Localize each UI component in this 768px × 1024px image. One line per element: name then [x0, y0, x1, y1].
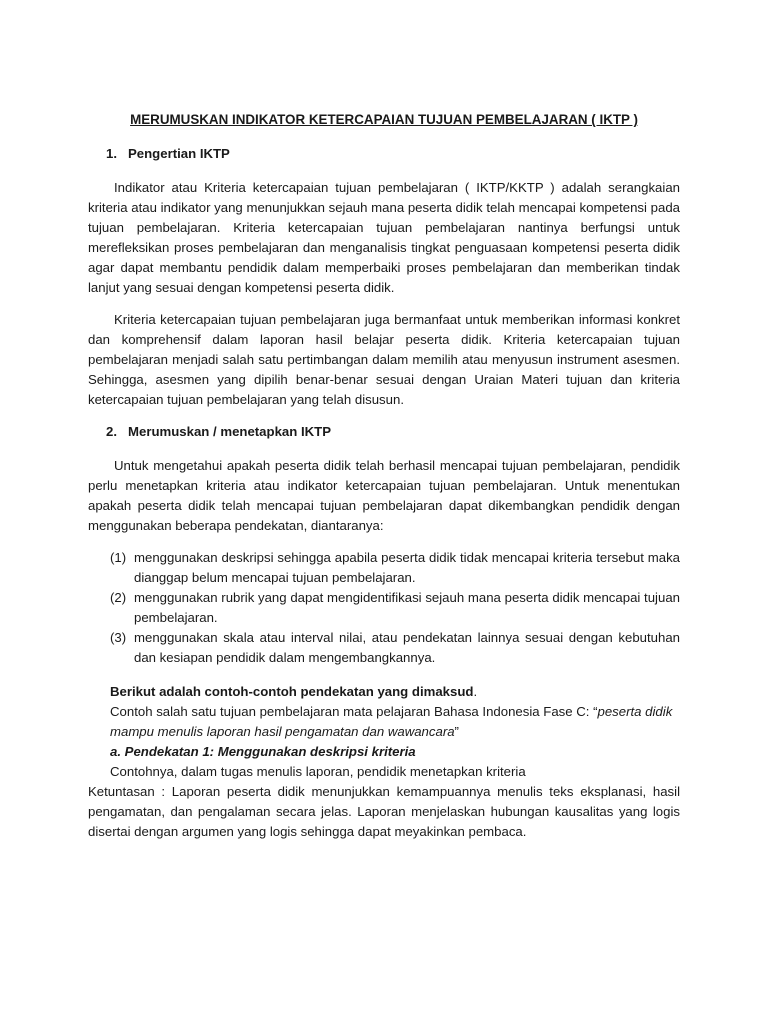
list-item [110, 588, 680, 628]
list-item-text: menggunakan deskripsi sehingga apabila peserta didik tidak mencapai kriteria tersebut maka dianggap belum mencapai tujuan pembelajaran. [134, 550, 680, 585]
approach-list [88, 548, 680, 668]
section-1-number: 1. [106, 146, 117, 161]
section-2-heading [88, 422, 680, 442]
list-item-marker: (2) [110, 590, 127, 605]
list-item-marker: (3) [110, 630, 127, 645]
example-statement [88, 702, 680, 742]
examples-lead-dot: . [473, 684, 478, 699]
examples-lead-text: Berikut adalah contoh-contoh pendekatan yang dimaksud [110, 684, 474, 699]
list-item-marker: (1) [110, 550, 127, 565]
section-1-heading [88, 144, 680, 164]
examples-lead [88, 682, 680, 702]
example-close-quote: ” [454, 724, 459, 739]
approach-1-heading: a. Pendekatan 1: Menggunakan deskripsi kriteria [110, 744, 416, 759]
document-title: MERUMUSKAN INDIKATOR KETERCAPAIAN TUJUAN PEMBELAJARAN ( IKTP ) [130, 112, 638, 127]
list-item [110, 628, 680, 668]
section-1-heading-text: Pengertian IKTP [128, 146, 230, 161]
section-2-intro: Untuk mengetahui apakah peserta didik telah berhasil mencapai tujuan pembelajaran, pendidik perlu menetapkan kriteria atau indikator ketercapaian tujuan pembelajaran. Untuk menentukan apakah peserta didik telah mencapai tujuan pembelajaran dapat dikembangkan pendidik dengan menggunakan beberapa pendekatan, diantaranya: [88, 458, 680, 533]
list-item-text: menggunakan rubrik yang dapat mengidentifikasi sejauh mana peserta didik mencapai tujuan pembelajaran. [134, 590, 680, 625]
section-1-paragraph-2: Kriteria ketercapaian tujuan pembelajaran juga bermanfaat untuk memberikan informasi konkret dan komprehensif dalam laporan hasil belajar peserta didik. Kriteria ketercapaian tujuan pembelajaran menjadi salah satu pertimbangan dalam memilih atau menyusun instrument asesmen. Sehingga, asesmen yang dipilih benar-benar sesuai dengan Uraian Materi tujuan dan kriteria ketercapaian tujuan pembelajaran yang telah disusun. [88, 312, 680, 407]
ketuntasan-paragraph: Ketuntasan : Laporan peserta didik menunjukkan kemampuannya menulis teks eksplanasi, hasil pengamatan, dan pengalaman secara jelas. Laporan menjelaskan hubungan kausalitas yang logis disertai dengan argumen yang logis sehingga dapat meyakinkan pembaca. [88, 784, 680, 839]
example-intro: Contoh salah satu tujuan pembelajaran mata pelajaran Bahasa Indonesia Fase C: “ [110, 704, 598, 719]
section-2-heading-text: Merumuskan / menetapkan IKTP [128, 424, 331, 439]
section-1-paragraph-1: Indikator atau Kriteria ketercapaian tujuan pembelajaran ( IKTP/KKTP ) adalah serangkaian kriteria atau indikator yang menunjukkan sejauh mana peserta didik telah mencapai kompetensi pada tujuan pembelajaran. Kriteria ketercapaian tujuan pembelajaran nantinya berfungsi untuk merefleksikan proses pembelajaran dan menganalisis tingkat penguasaan kompetensi peserta didik agar dapat membantu pendidik dalam memperbaiki proses pembelajaran dan memberikan tindak lanjut yang sesuai dengan kompetensi peserta didik. [88, 180, 680, 295]
list-item-text: menggunakan skala atau interval nilai, atau pendekatan lainnya sesuai dengan kebutuhan dan kesiapan pendidik dalam mengembangkannya. [134, 630, 680, 665]
approach-1-line: Contohnya, dalam tugas menulis laporan, pendidik menetapkan kriteria [110, 764, 526, 779]
section-2-number: 2. [106, 424, 117, 439]
example-quote: peserta didik mampu menulis laporan hasil pengamatan dan wawancara [110, 704, 673, 739]
list-item [110, 548, 680, 588]
